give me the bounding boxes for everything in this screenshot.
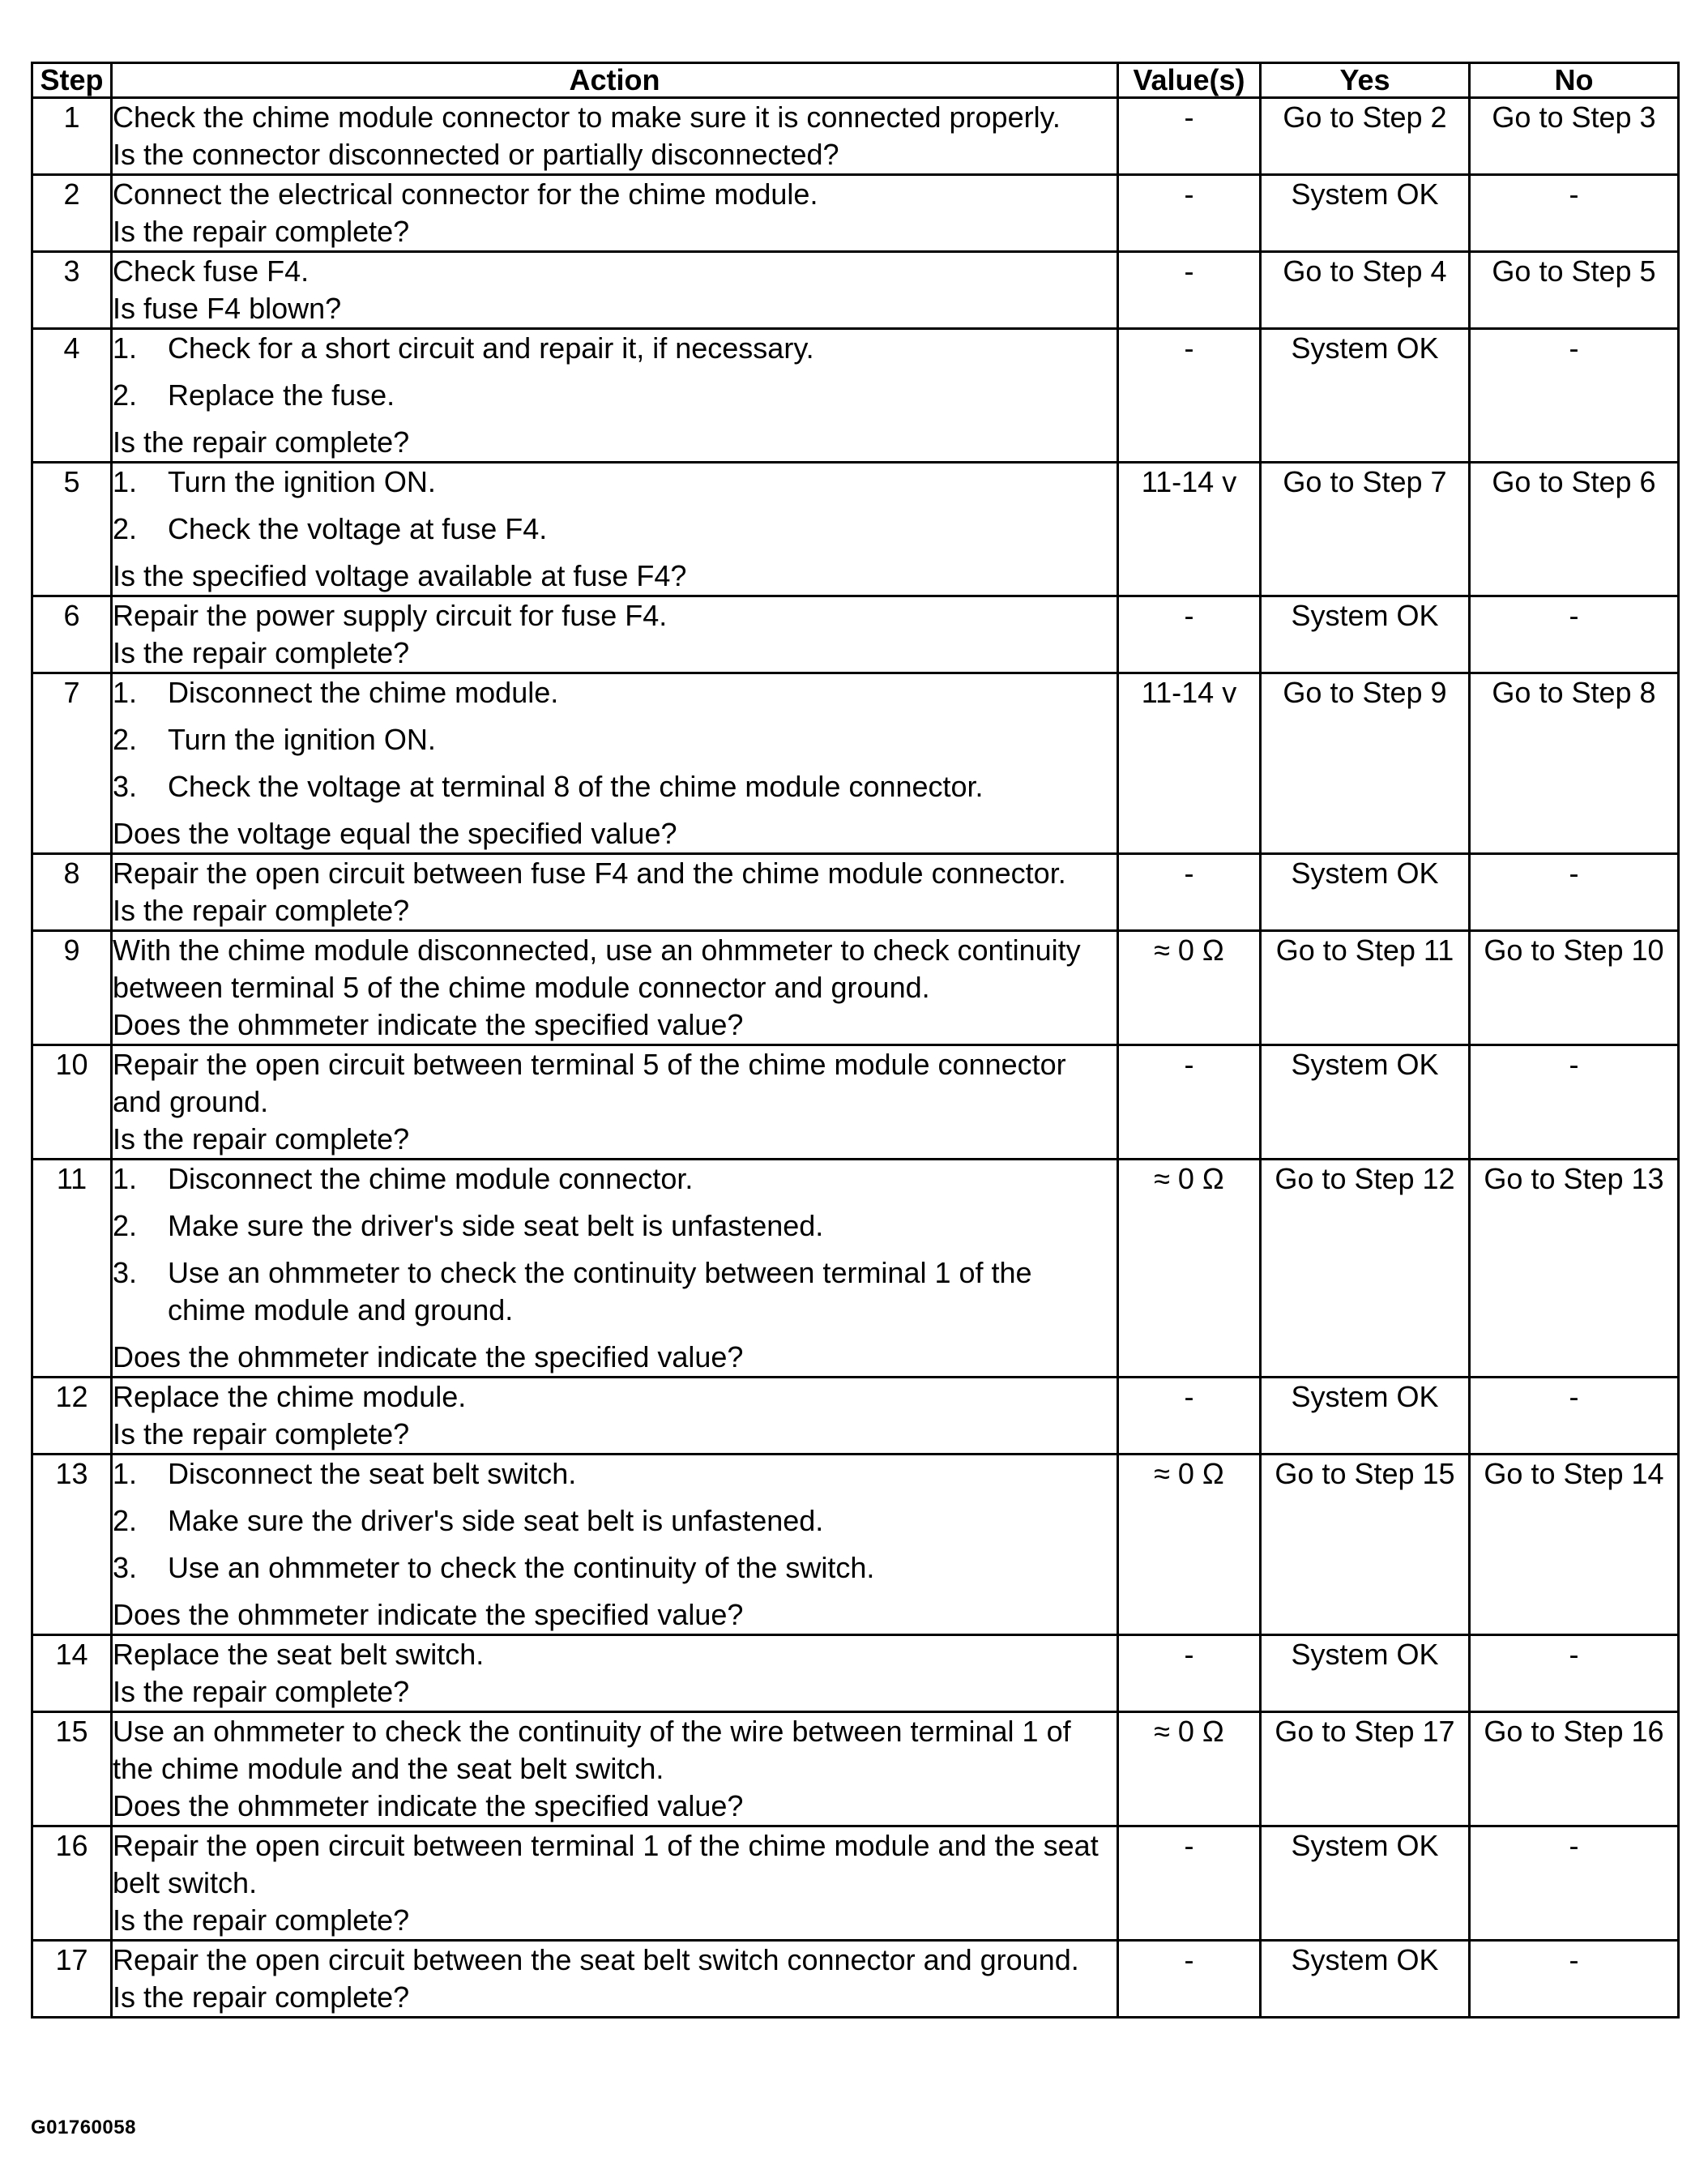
value-cell: - bbox=[1118, 1635, 1261, 1712]
value-cell: ≈ 0 Ω bbox=[1118, 1712, 1261, 1826]
action-step-item: Make sure the driver's side seat belt is unfastened. bbox=[168, 1209, 824, 1242]
no-result: Go to Step 14 bbox=[1470, 1455, 1679, 1635]
action-step-item: Check the voltage at fuse F4. bbox=[168, 512, 548, 545]
yes-result: Go to Step 9 bbox=[1261, 673, 1470, 854]
action-text: Check fuse F4. bbox=[113, 254, 310, 288]
action-cell bbox=[112, 1160, 1118, 1378]
table-row bbox=[32, 673, 1679, 854]
table-row bbox=[32, 252, 1679, 329]
action-text: Is the specified voltage available at fuse F4? bbox=[113, 559, 687, 592]
table-row bbox=[32, 854, 1679, 931]
value-cell: ≈ 0 Ω bbox=[1118, 1160, 1261, 1378]
yes-result: System OK bbox=[1261, 1635, 1470, 1712]
step-number: 11 bbox=[32, 1160, 112, 1378]
no-result: Go to Step 10 bbox=[1470, 931, 1679, 1045]
action-step-item: Replace the fuse. bbox=[168, 378, 395, 412]
step-number: 15 bbox=[32, 1712, 112, 1826]
action-cell bbox=[112, 673, 1118, 854]
yes-result: Go to Step 11 bbox=[1261, 931, 1470, 1045]
value-cell: - bbox=[1118, 1378, 1261, 1455]
table-row bbox=[32, 931, 1679, 1045]
table-body bbox=[32, 98, 1679, 2018]
action-text: Does the ohmmeter indicate the specified value? bbox=[113, 1008, 744, 1041]
no-result: Go to Step 8 bbox=[1470, 673, 1679, 854]
no-result: Go to Step 5 bbox=[1470, 252, 1679, 329]
step-number: 4 bbox=[32, 329, 112, 463]
header-yes: Yes bbox=[1261, 63, 1470, 98]
action-cell bbox=[112, 596, 1118, 673]
value-cell: - bbox=[1118, 1045, 1261, 1160]
table-row bbox=[32, 1378, 1679, 1455]
yes-result: Go to Step 4 bbox=[1261, 252, 1470, 329]
no-result: - bbox=[1470, 596, 1679, 673]
action-steps-list bbox=[113, 674, 1117, 805]
table-row bbox=[32, 329, 1679, 463]
action-steps-list bbox=[113, 330, 1117, 414]
action-text: Does the ohmmeter indicate the specified value? bbox=[113, 1340, 744, 1373]
step-number: 6 bbox=[32, 596, 112, 673]
diagnostic-table bbox=[31, 62, 1680, 2019]
action-text: Is the repair complete? bbox=[113, 425, 410, 459]
value-cell: - bbox=[1118, 175, 1261, 252]
action-cell bbox=[112, 1045, 1118, 1160]
table-row bbox=[32, 1826, 1679, 1941]
action-step-item: Disconnect the seat belt switch. bbox=[168, 1457, 577, 1490]
action-cell bbox=[112, 1635, 1118, 1712]
action-text: Replace the seat belt switch. bbox=[113, 1638, 485, 1671]
step-number: 5 bbox=[32, 463, 112, 596]
action-cell bbox=[112, 931, 1118, 1045]
no-result: - bbox=[1470, 1826, 1679, 1941]
action-steps-list bbox=[113, 1455, 1117, 1587]
step-number: 7 bbox=[32, 673, 112, 854]
action-text: Use an ohmmeter to check the continuity of the wire between terminal 1 of the chime module and the seat belt switch. bbox=[113, 1715, 1071, 1785]
value-cell: ≈ 0 Ω bbox=[1118, 1455, 1261, 1635]
action-text: Is the repair complete? bbox=[113, 636, 410, 669]
no-result: - bbox=[1470, 854, 1679, 931]
table-row bbox=[32, 175, 1679, 252]
action-cell bbox=[112, 463, 1118, 596]
action-text: Is the repair complete? bbox=[113, 894, 410, 927]
yes-result: System OK bbox=[1261, 1826, 1470, 1941]
value-cell: 11-14 v bbox=[1118, 673, 1261, 854]
table-row bbox=[32, 1045, 1679, 1160]
no-result: - bbox=[1470, 1378, 1679, 1455]
action-step-item: Turn the ignition ON. bbox=[168, 465, 436, 498]
yes-result: System OK bbox=[1261, 1045, 1470, 1160]
action-step-item: Disconnect the chime module connector. bbox=[168, 1162, 694, 1195]
action-text: Connect the electrical connector for the chime module. bbox=[113, 177, 818, 211]
step-number: 3 bbox=[32, 252, 112, 329]
table-row bbox=[32, 1455, 1679, 1635]
action-cell bbox=[112, 854, 1118, 931]
document-code: G01760058 bbox=[31, 2117, 136, 2138]
action-text: Replace the chime module. bbox=[113, 1380, 467, 1413]
step-number: 8 bbox=[32, 854, 112, 931]
value-cell: - bbox=[1118, 98, 1261, 175]
table-row bbox=[32, 1635, 1679, 1712]
table-row bbox=[32, 98, 1679, 175]
action-step-item: Make sure the driver's side seat belt is unfastened. bbox=[168, 1504, 824, 1537]
no-result: Go to Step 16 bbox=[1470, 1712, 1679, 1826]
value-cell: ≈ 0 Ω bbox=[1118, 931, 1261, 1045]
action-text: Is the repair complete? bbox=[113, 1417, 410, 1450]
header-no: No bbox=[1470, 63, 1679, 98]
action-cell bbox=[112, 1941, 1118, 2018]
action-step-item: Use an ohmmeter to check the continuity between terminal 1 of the chime module and ground. bbox=[168, 1256, 1032, 1326]
action-cell bbox=[112, 1455, 1118, 1635]
step-number: 9 bbox=[32, 931, 112, 1045]
table-row bbox=[32, 1941, 1679, 2018]
step-number: 1 bbox=[32, 98, 112, 175]
action-text: Repair the open circuit between terminal 5 of the chime module connector and ground. bbox=[113, 1048, 1066, 1118]
no-result: Go to Step 3 bbox=[1470, 98, 1679, 175]
no-result: Go to Step 13 bbox=[1470, 1160, 1679, 1378]
action-text: Repair the open circuit between the seat belt switch connector and ground. bbox=[113, 1943, 1079, 1976]
no-result: - bbox=[1470, 1941, 1679, 2018]
action-text: With the chime module disconnected, use an ohmmeter to check continuity between terminal 5 of the chime module connector and ground. bbox=[113, 933, 1081, 1004]
step-number: 12 bbox=[32, 1378, 112, 1455]
no-result: - bbox=[1470, 1045, 1679, 1160]
header-values: Value(s) bbox=[1118, 63, 1261, 98]
action-cell bbox=[112, 175, 1118, 252]
action-steps-list bbox=[113, 464, 1117, 548]
no-result: Go to Step 6 bbox=[1470, 463, 1679, 596]
action-text: Does the voltage equal the specified value? bbox=[113, 817, 677, 850]
no-result: - bbox=[1470, 1635, 1679, 1712]
action-text: Repair the power supply circuit for fuse F4. bbox=[113, 599, 668, 632]
action-step-item: Check for a short circuit and repair it, if necessary. bbox=[168, 331, 814, 365]
value-cell: - bbox=[1118, 252, 1261, 329]
yes-result: System OK bbox=[1261, 175, 1470, 252]
table-row bbox=[32, 1160, 1679, 1378]
step-number: 10 bbox=[32, 1045, 112, 1160]
action-cell bbox=[112, 98, 1118, 175]
yes-result: System OK bbox=[1261, 1378, 1470, 1455]
value-cell: - bbox=[1118, 329, 1261, 463]
table-header-row bbox=[32, 63, 1679, 98]
action-step-item: Use an ohmmeter to check the continuity of the switch. bbox=[168, 1551, 875, 1584]
yes-result: System OK bbox=[1261, 854, 1470, 931]
no-result: - bbox=[1470, 329, 1679, 463]
value-cell: 11-14 v bbox=[1118, 463, 1261, 596]
value-cell: - bbox=[1118, 854, 1261, 931]
yes-result: Go to Step 12 bbox=[1261, 1160, 1470, 1378]
value-cell: - bbox=[1118, 596, 1261, 673]
action-cell bbox=[112, 1826, 1118, 1941]
action-step-item: Disconnect the chime module. bbox=[168, 676, 559, 709]
action-text: Check the chime module connector to make sure it is connected properly. bbox=[113, 100, 1061, 134]
step-number: 13 bbox=[32, 1455, 112, 1635]
yes-result: Go to Step 2 bbox=[1261, 98, 1470, 175]
yes-result: Go to Step 15 bbox=[1261, 1455, 1470, 1635]
header-step: Step bbox=[32, 63, 112, 98]
yes-result: Go to Step 7 bbox=[1261, 463, 1470, 596]
step-number: 2 bbox=[32, 175, 112, 252]
action-text: Does the ohmmeter indicate the specified value? bbox=[113, 1598, 744, 1631]
action-cell bbox=[112, 252, 1118, 329]
action-text: Is the repair complete? bbox=[113, 215, 410, 248]
action-text: Does the ohmmeter indicate the specified value? bbox=[113, 1789, 744, 1822]
table-row bbox=[32, 596, 1679, 673]
action-text: Is fuse F4 blown? bbox=[113, 292, 342, 325]
action-cell bbox=[112, 329, 1118, 463]
header-action: Action bbox=[112, 63, 1118, 98]
step-number: 17 bbox=[32, 1941, 112, 2018]
table-row bbox=[32, 1712, 1679, 1826]
action-text: Is the connector disconnected or partially disconnected? bbox=[113, 138, 839, 171]
step-number: 14 bbox=[32, 1635, 112, 1712]
action-step-item: Check the voltage at terminal 8 of the chime module connector. bbox=[168, 770, 984, 803]
value-cell: - bbox=[1118, 1826, 1261, 1941]
step-number: 16 bbox=[32, 1826, 112, 1941]
yes-result: System OK bbox=[1261, 1941, 1470, 2018]
no-result: - bbox=[1470, 175, 1679, 252]
action-cell bbox=[112, 1378, 1118, 1455]
action-text: Repair the open circuit between terminal 1 of the chime module and the seat belt switch. bbox=[113, 1829, 1099, 1899]
yes-result: System OK bbox=[1261, 329, 1470, 463]
action-steps-list bbox=[113, 1160, 1117, 1329]
action-text: Is the repair complete? bbox=[113, 1980, 410, 2014]
action-step-item: Turn the ignition ON. bbox=[168, 723, 436, 756]
table-row bbox=[32, 463, 1679, 596]
action-text: Is the repair complete? bbox=[113, 1903, 410, 1937]
action-text: Is the repair complete? bbox=[113, 1122, 410, 1156]
yes-result: Go to Step 17 bbox=[1261, 1712, 1470, 1826]
value-cell: - bbox=[1118, 1941, 1261, 2018]
action-text: Repair the open circuit between fuse F4 and the chime module connector. bbox=[113, 857, 1066, 890]
action-cell bbox=[112, 1712, 1118, 1826]
yes-result: System OK bbox=[1261, 596, 1470, 673]
action-text: Is the repair complete? bbox=[113, 1675, 410, 1708]
